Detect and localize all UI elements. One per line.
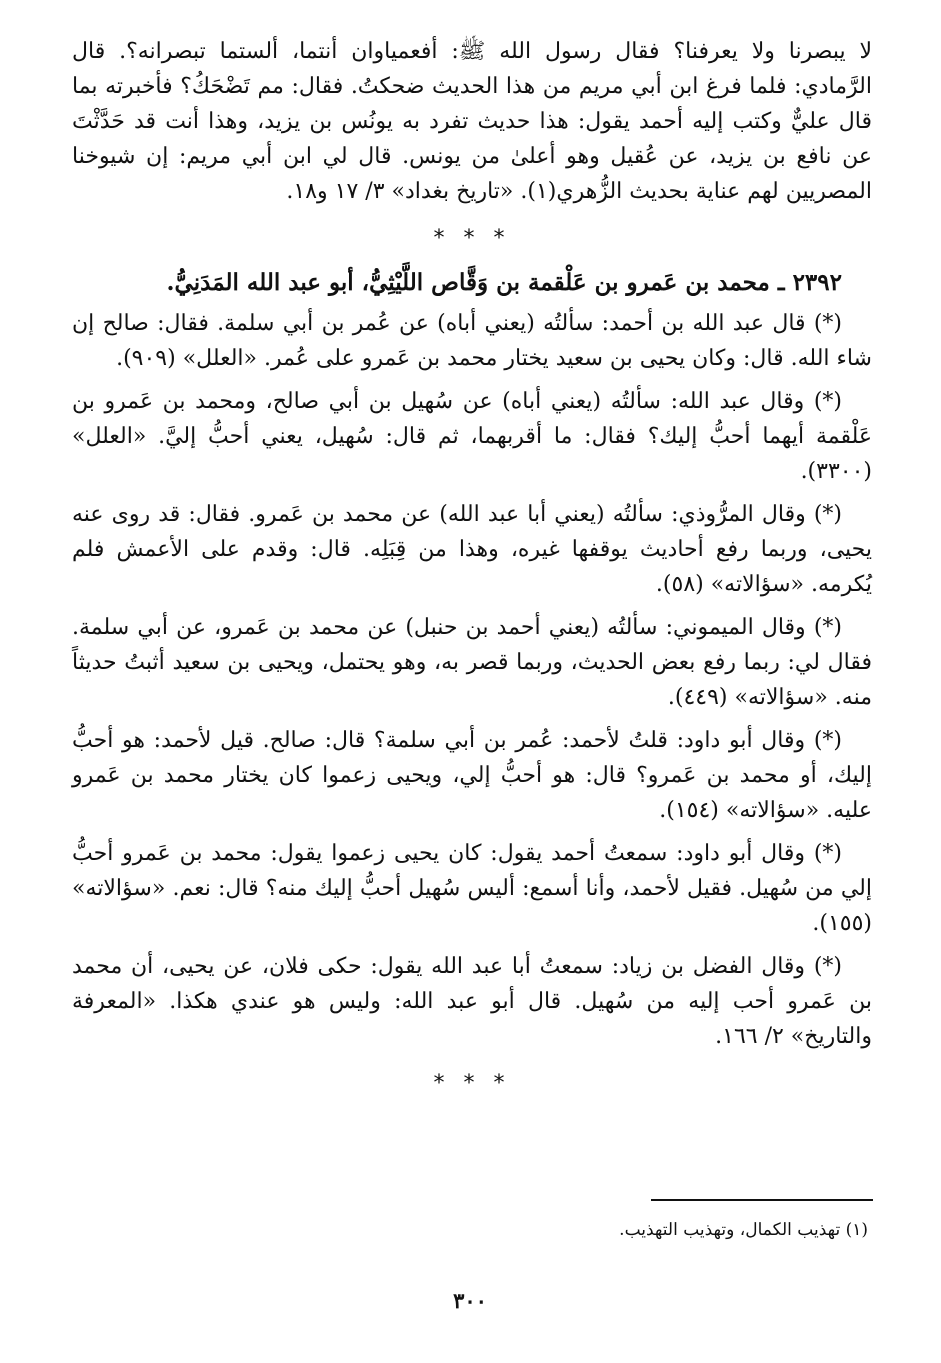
entry-paragraph: (*) وقال أبو داود: سمعتُ أحمد يقول: كان يحيى زعموا يقول: محمد بن عَمرو أحبُّ إلي من سُهيل. فقيل لأحمد، وأنا أسمع: أليس سُهيل أحبُّ إليك منه؟ قال: نعم. «سؤالاته» (١٥٥). bbox=[72, 841, 872, 936]
entry-paragraph: (*) قال عبد الله بن أحمد: سألتُه (يعني أباه) عن عُمر بن أبي سلمة. فقال: صالح إن شاء الله. قال: وكان يحيى بن سعيد يختار محمد بن عَمرو على عُمر. «العلل» (٩٠٩). bbox=[72, 311, 872, 371]
section-separator-top: * * * bbox=[433, 226, 511, 251]
intro-paragraph: لا يبصرنا ولا يعرفنا؟ فقال رسول الله ﷺ: أفعمياوان أنتما، ألستما تبصرانه؟. قال الرَّمادي: فلما فرغ ابن أبي مريم من هذا الحديث ضحكتُ. فقال: مم تَضْحَكُ؟ فأخبرته بما قال عليٌّ وكتب إليه أحمد يقول: هذا حديث تفرد به يونُس بن يزيد، وهذا أنت قد حَدَّثْتَ عن نافع بن يزيد، عن عُقيل وهو أعلىٰ من يونس. قال لي ابن أبي مريم: إن شيوخنا المصريين لهم عناية بحديث الزُّهري(١). «تاريخ بغداد» ٣/ ١٧ و١٨. bbox=[72, 39, 872, 204]
entry-paragraph: (*) وقال الفضل بن زياد: سمعتُ أبا عبد الله يقول: حكى فلان، عن يحيى، أن محمد بن عَمرو أحب إليه من سُهيل. قال أبو عبد الله: وليس هو عندي هكذا. «المعرفة والتاريخ» ٢/ ١٦٦. bbox=[72, 954, 872, 1049]
entry-paragraph: (*) وقال المرُّوذي: سألتُه (يعني أبا عبد الله) عن محمد بن عَمرو. فقال: قد روى عنه يحيى، وربما رفع أحاديث يوقفها غيره، وهذا من قِبَلِه. قال: وقدم على الأعمش فلم يُكرمه. «سؤالاته» (٥٨). bbox=[72, 502, 872, 597]
page-body bbox=[72, 34, 872, 1109]
entry-paragraph: (*) وقال عبد الله: سألتُه (يعني أباه) عن سُهيل بن أبي صالح، ومحمد بن عَمرو بن عَلْقمة أيهما أحبُّ إليك؟ فقال: ما أقربهما، ثم قال: سُهيل، يعني أحبُّ إليَّ. «العلل» (٣٣٠٠). bbox=[72, 389, 872, 484]
footnote-divider bbox=[651, 1199, 873, 1201]
entry-paragraph: (*) وقال أبو داود: قلتُ لأحمد: عُمر بن أبي سلمة؟ قال: صالح. قيل لأحمد: هو أحبُّ إليك، أو محمد بن عَمرو؟ قال: هو أحبُّ إلي، ويحيى زعموا كان يختار محمد بن عَمرو عليه. «سؤالاته» (١٥٤). bbox=[72, 728, 872, 823]
footnote: (١) تهذيب الكمال، وتهذيب التهذيب. bbox=[619, 1220, 868, 1240]
page-number: ٣٠٠ bbox=[453, 1288, 487, 1313]
entry-heading: ٢٣٩٢ ـ محمد بن عَمرو بن عَلْقمة بن وَقَّاص اللَّيْثِيُّ، أبو عبد الله المَدَنِيُّ. bbox=[166, 269, 842, 296]
section-separator-bottom: * * * bbox=[433, 1071, 511, 1096]
entry-paragraph: (*) وقال الميموني: سألتُه (يعني أحمد بن حنبل) عن محمد بن عَمرو، عن أبي سلمة. فقال لي: ربما رفع بعض الحديث، وربما قصر به، وهو يحتمل، ويحيى بن سعيد أثبتُ حديثاً منه. «سؤالاته» (٤٤٩). bbox=[72, 615, 872, 710]
